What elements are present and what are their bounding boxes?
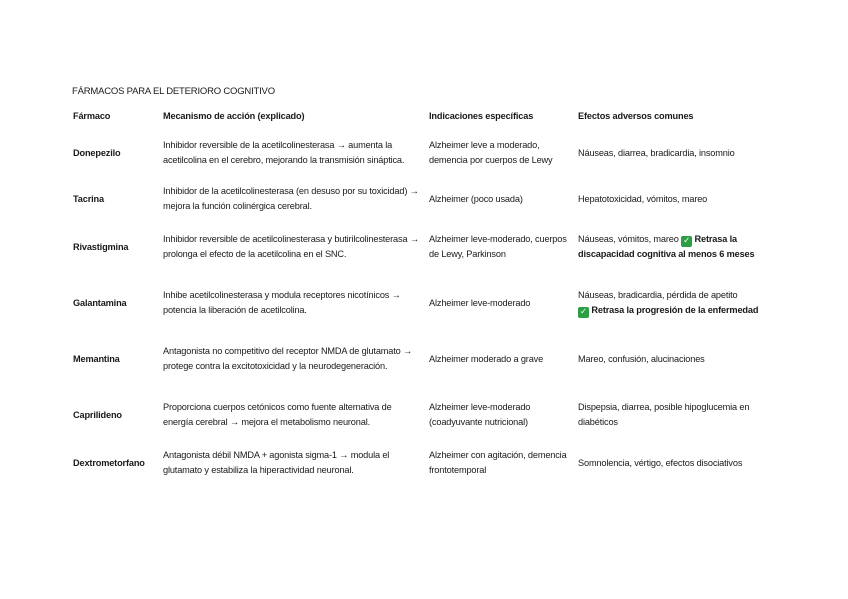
header-indications: Indicaciones específicas: [429, 111, 534, 121]
drug-mechanism: Antagonista débil NMDA + agonista sigma-1 → modula el glutamato y estabiliza la hiperactividad neuronal.: [163, 450, 390, 475]
table-row: [68, 331, 784, 387]
table-row: [68, 127, 784, 179]
clinical-note: Retrasa la progresión de la enfermedad: [591, 305, 759, 315]
table-row: [68, 219, 784, 275]
table-row: [68, 275, 784, 331]
drug-indications: Alzheimer moderado a grave: [429, 353, 544, 364]
drug-name: Galantamina: [73, 297, 127, 308]
drug-name: Caprilideno: [73, 409, 122, 420]
drug-indications: Alzheimer con agitación, demencia frontotemporal: [429, 450, 567, 475]
drug-indications: Alzheimer leve a moderado, demencia por cuerpos de Lewy: [429, 140, 553, 165]
drug-table: [68, 106, 784, 483]
drug-indications: Alzheimer leve-moderado, cuerpos de Lewy, Parkinson: [429, 234, 567, 259]
header-drug: Fármaco: [73, 111, 111, 121]
table-row: [68, 387, 784, 443]
drug-name: Donepezilo: [73, 147, 121, 158]
header-adverse-effects: Efectos adversos comunes: [578, 111, 694, 121]
check-mark-icon: ✓: [681, 236, 692, 247]
drug-mechanism: Proporciona cuerpos cetónicos como fuente alternativa de energía cerebral → mejora el metabolismo neuronal.: [163, 402, 392, 427]
drug-adverse-effects: Dispepsia, diarrea, posible hipoglucemia en diabéticos: [578, 402, 750, 427]
drug-mechanism: Inhibidor reversible de acetilcolinesterasa y butirilcolinesterasa → prolonga el efecto de la acetilcolina en el SNC.: [163, 234, 419, 259]
drug-name: Tacrina: [73, 193, 104, 204]
drug-indications: Alzheimer leve-moderado (coadyuvante nutricional): [429, 402, 531, 427]
drug-adverse-effects: Mareo, confusión, alucinaciones: [578, 353, 705, 364]
drug-name: Rivastigmina: [73, 241, 129, 252]
drug-name: Memantina: [73, 353, 120, 364]
drug-adverse-effects: Somnolencia, vértigo, efectos disociativos: [578, 457, 743, 468]
drug-adverse-effects: [573, 275, 784, 331]
clinical-note: Retrasa la discapacidad cognitiva al menos 6 meses: [578, 234, 755, 259]
table-row: [68, 443, 784, 483]
drug-name: Dextrometorfano: [73, 457, 145, 468]
drug-indications: Alzheimer (poco usada): [429, 193, 523, 204]
adverse-effects-text: Náuseas, bradicardia, pérdida de apetito: [578, 290, 738, 300]
document-title: FÁRMACOS PARA EL DETERIORO COGNITIVO: [72, 86, 275, 97]
drug-adverse-effects: Náuseas, diarrea, bradicardia, insomnio: [578, 147, 735, 158]
drug-adverse-effects: Hepatotoxicidad, vómitos, mareo: [578, 193, 708, 204]
adverse-effects-text: Náuseas, vómitos, mareo: [578, 234, 679, 244]
drug-indications: Alzheimer leve-moderado: [429, 297, 531, 308]
check-mark-icon: ✓: [578, 307, 589, 318]
drug-adverse-effects: [573, 219, 784, 275]
table-header-row: [68, 106, 784, 127]
header-mechanism: Mecanismo de acción (explicado): [163, 111, 305, 121]
drug-mechanism: Antagonista no competitivo del receptor NMDA de glutamato → protege contra la excitotoxicidad y la neurodegeneración.: [163, 346, 413, 371]
drug-mechanism: Inhibidor de la acetilcolinesterasa (en desuso por su toxicidad) → mejora la función colinérgica cerebral.: [163, 186, 419, 211]
table-row: [68, 179, 784, 219]
drug-mechanism: Inhibe acetilcolinesterasa y modula receptores nicotínicos → potencia la liberación de acetilcolina.: [163, 290, 401, 315]
drug-mechanism: Inhibidor reversible de la acetilcolinesterasa → aumenta la acetilcolina en el cerebro, mejorando la transmisión sináptica.: [163, 140, 405, 165]
